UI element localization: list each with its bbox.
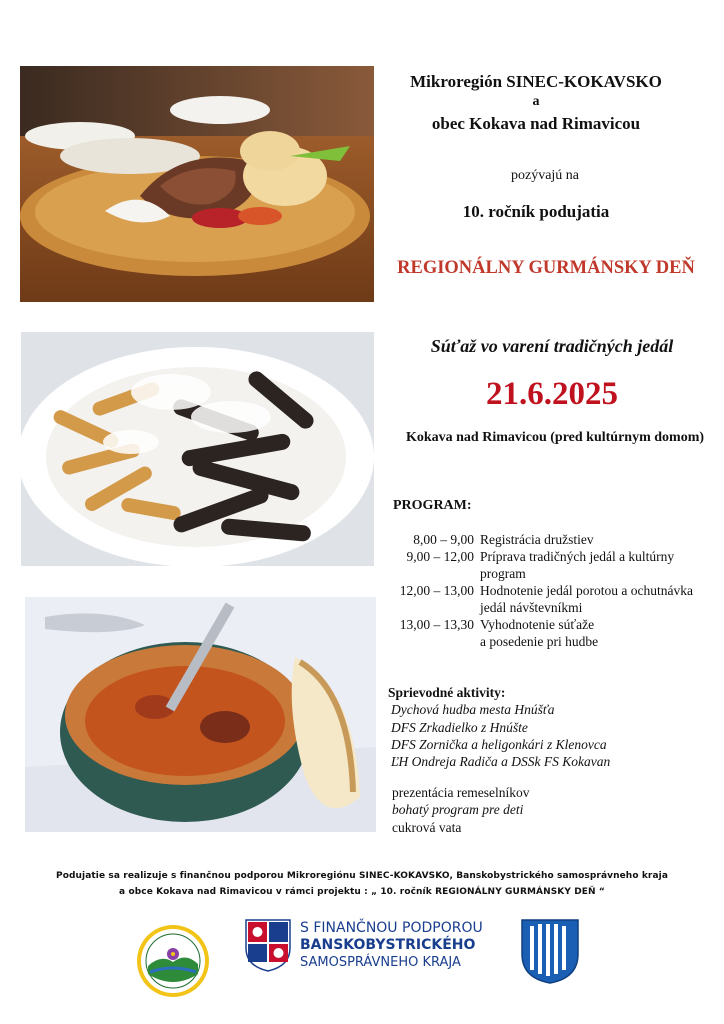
program-time: 12,00 – 13,00 — [399, 583, 474, 598]
photo-grilled-meat-plate — [20, 66, 374, 302]
program-time: 9,00 – 12,00 — [406, 549, 474, 564]
event-date: 21.6.2025 — [486, 376, 618, 412]
program-description-cont: a posedenie pri hudbe — [480, 634, 599, 649]
microregion-logo — [136, 924, 210, 998]
extra-item: cukrová vata — [392, 819, 462, 835]
organizer-title: Mikroregión SINEC-KOKAVSKO — [410, 72, 662, 91]
program-list — [382, 531, 722, 650]
footer-line: Podujatie sa realizuje s finančnou podporou Mikroregiónu SINEC-KOKAVSKO, Banskobystrického samosprávneho kraja — [56, 871, 668, 881]
extra-item: prezentácia remeselníkov — [392, 785, 530, 800]
program-time: 8,00 – 9,00 — [413, 532, 474, 547]
photo-poppy-seed-noodles — [21, 332, 374, 566]
program-description-cont: program — [480, 566, 526, 581]
event-location: Kokava nad Rimavicou (pred kultúrnym domom) — [405, 430, 705, 445]
organizer-town: obec Kokava nad Rimavicou — [431, 114, 641, 133]
program-description: Príprava tradičných jedál a kultúrny — [480, 549, 675, 564]
sponsor-line: BANSKOBYSTRICKÉHO — [300, 937, 476, 953]
program-item — [382, 531, 722, 548]
extra-item: bohatý program pre deti — [392, 802, 524, 818]
kokava-crest-logo — [520, 918, 580, 984]
program-description: Registrácia družstiev — [480, 532, 594, 547]
contest-title: Súťaž vo varení tradičných jedál — [430, 336, 674, 356]
footer-line: a obce Kokava nad Rimavicou v rámci projektu : „ 10. ročník REGIONÁLNY GURMÁNSKY DEŇ “ — [119, 887, 605, 897]
extras-section — [392, 784, 530, 836]
organizer-conjunction: a — [532, 94, 540, 109]
activity-item: DFS Zornička a heligonkári z Klenovca — [391, 736, 607, 752]
activity-item: DFS Zrkadielko z Hnúšte — [391, 719, 528, 735]
program-description: Vyhodnotenie súťaže — [480, 617, 595, 632]
sponsor-line: S FINANČNOU PODPOROU — [300, 920, 483, 936]
program-item — [382, 582, 722, 616]
activity-item: Dychová hudba mesta Hnúšťa — [391, 702, 555, 718]
footer-note — [10, 868, 714, 900]
bbsk-sponsor-logo — [244, 918, 494, 974]
program-heading: PROGRAM: — [393, 498, 472, 513]
bbsk-crest-icon — [244, 918, 292, 972]
program-time: 13,00 – 13,30 — [399, 617, 474, 632]
program-description: Hodnotenie jedál porotou a ochutnávka — [480, 583, 693, 598]
program-description-cont: jedál návštevníkmi — [480, 600, 583, 615]
activity-item: ĽH Ondreja Radiča a DSSk FS Kokavan — [391, 754, 611, 770]
invite-text: pozývajú na — [510, 168, 580, 183]
program-item — [382, 548, 722, 582]
program-item — [382, 616, 722, 650]
sponsor-line: SAMOSPRÁVNEHO KRAJA — [300, 955, 461, 970]
activities-title: Sprievodné aktivity: — [388, 685, 506, 700]
photo-soup-bowl — [25, 597, 376, 832]
activities-section — [388, 684, 610, 770]
event-name: REGIONÁLNY GURMÁNSKY DEŇ — [397, 258, 695, 278]
edition-text: 10. ročník podujatia — [462, 202, 610, 221]
